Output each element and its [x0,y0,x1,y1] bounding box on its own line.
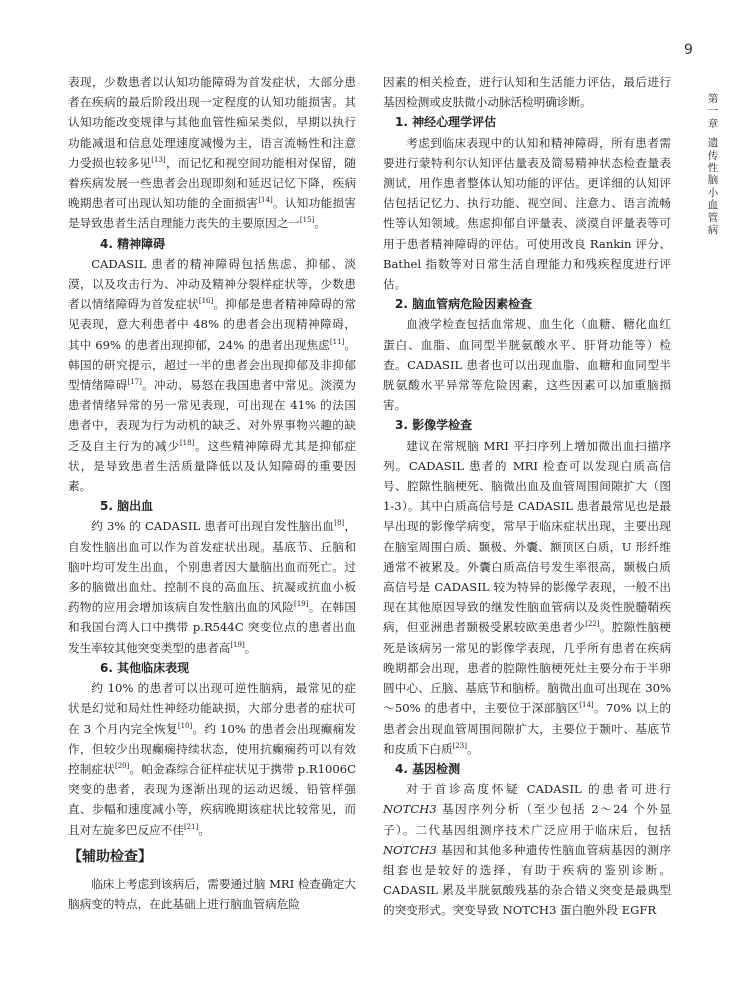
citation[interactable]: [10] [177,721,193,730]
paragraph-psychiatric: CADASIL 患者的精神障碍包括焦虑、抑郁、淡漠，以及攻击行为、冲动及精神分裂样症状等，少数患者以情绪障碍为首发症状[16]。抑郁是患者精神障碍的常见表现，意大利患者中 48% 的患者会出现精神障碍，其中 69% 的患者出现抑郁，24% 的患者出现焦虑[11]。韩国的研究提示，超过一半的患者会出现抑郁及非抑郁型情绪障碍[17]。冲动、易怒在我国患者中常见。淡漠为患者情绪异常的另一常见表现，可出现在 41% 的法国患者中，表现为行为动机的缺乏、对外界事物兴趣的缺乏及自主行为的减少[18]。这些精神障碍尤其是抑郁症状，是导致患者生活质量降低以及认知障碍的重要因素。 [68,256,356,494]
citation[interactable]: [18] [179,438,195,447]
paragraph-cognitive-impairment: 表现，少数患者以认知功能障碍为首发症状，大部分患者在疾病的最后阶段出现一定程度的认知功能损害。其认知功能改变规律与其他血管性痴呆类似，早期以执行功能减退和信息处理速度减慢为主，语言流畅性和注意力受损也较多见[13]，而记忆和视空间功能相对保留，随着疾病发展一些患者会出现即刻和延迟记忆下降，疾病晚期患者可出现认知功能的全面损害[14]。认知功能损害是导致患者生活自理能力丧失的主要原因之一[15]。 [68,75,356,231]
citation[interactable]: [8] [334,519,345,528]
sidebar-title-char: 脑 [707,174,719,187]
sidebar-chapter-char: 第 [707,93,719,105]
right-column [383,72,671,921]
paragraph-genetic-testing: 对于首诊高度怀疑 CADASIL 的患者可进行 NOTCH3 基因序列分析（至少包括 2～24 个外显子）。二代基因组测序技术广泛应用于临床后，包括 NOTCH3 基因和其他多种遗传性脑血管病基因的测序组套也是较好的选择，有助于疾病的鉴别诊断。CADASIL 累及半胱氨酸残基的杂合错义突变是最典型的突变形式。突变导致 NOTCH3 蛋白胞外段 EGFR [383,782,671,918]
citation[interactable]: [22] [585,620,600,629]
sidebar-title-char: 性 [707,162,719,175]
sidebar-title-char: 遗 [707,137,719,150]
heading-neuropsych: 1. 神经心理学评估 [395,115,497,130]
citation[interactable]: [13] [151,155,166,164]
gene-name: NOTCH3 [383,802,437,817]
citation[interactable]: [14] [258,196,273,205]
left-column [68,72,356,914]
citation[interactable]: [14] [579,701,594,710]
citation[interactable]: [15] [299,216,315,225]
sidebar-title-char: 小 [707,186,719,199]
sidebar-chapter-char: 章 [707,117,719,130]
heading-risk-factors: 2. 脑血管病危险因素检查 [395,297,533,312]
citation[interactable]: [21] [183,822,199,831]
paragraph-other-manifestations: 约 10% 的患者可以出现可逆性脑病，最常见的症状是幻觉和局灶性神经功能缺损，大部分患者的症状可在 3 个月内完全恢复[10]。约 10% 的患者会出现癫痫发作，但较少出现癫痫持续状态，使用抗癫痫药可以有效控制症状[20]。帕金森综合征样症状见于携带 p.R1006C 突变的患者，表现为逐渐出现的运动迟缓、铅管样强直、步幅和速度减小等，疾病晚期该症状比较常见，而且对左旋多巴反应不佳[21]。 [68,681,357,837]
sidebar-title-char: 血 [707,199,719,212]
citation[interactable]: [19] [294,600,309,609]
heading-other-manifestations: 6. 其他临床表现 [100,660,190,675]
paragraph-imaging: 建议在常规脑 MRI 平扫序列上增加微出血扫描序列。CADASIL 患者的 MRI 检查可以发现白质高信号、腔隙性脑梗死、脑微出血及血管周围间隙扩大（图 1-3）。其中白质高信号是 CADASIL 患者最常见也是最早出现的影像学病变，常早于临床症状出现，主要出现在脑室周围白质、颞极、外囊、额顶区白质，U 形纤维通常不被累及。外囊白质高信号发生率很高，颞极白质高信号是 CADASIL 较为特异的影像学表现，一般不出现在其他原因导致的继发性脑血管病以及炎性脱髓鞘疾病，但亚洲患者颞极受累较欧美患者少[22]。腔隙性脑梗死是该病另一常见的影像学表现，几乎所有患者在疾病晚期都会出现，患者的腔隙性脑梗死灶主要分布于半卵圆中心、丘脑、基底节和脑桥。脑微出血可出现在 30%～50% 的患者中，主要位于深部脑区[14]。70% 以上的患者会出现血管周围间隙扩大，主要位于颞叶、基底节和皮质下白质[23]。 [383,438,671,756]
paragraph-risk-factors: 血液学检查包括血常规、血生化（血糖、糖化血红蛋白、血脂、血同型半胱氨酸水平、肝肾功能等）检查。CADASIL 患者也可以出现血脂、血糖和血同型半胱氨酸水平异常等危险因素，这些因素可以加重脑损害。 [383,317,671,413]
chapter-sidebar [703,93,723,236]
heading-imaging: 3. 影像学检查 [395,418,473,433]
heading-psychiatric: 4. 精神障碍 [100,236,166,251]
citation[interactable]: [17] [127,378,142,387]
heading-genetic-testing: 4. 基因检测 [395,761,461,776]
sidebar-title-char: 病 [707,224,719,237]
sidebar-chapter-char: 一 [707,105,719,118]
paragraph-auxiliary-intro: 临床上考虑到该病后，需要通过脑 MRI 检查确定大脑病变的特点，在此基础上进行脑血管病危险 [68,876,356,911]
gene-name: NOTCH3 [383,842,437,857]
sidebar-title-char: 传 [707,149,719,162]
citation[interactable]: [23] [452,741,467,750]
citation[interactable]: [20] [114,762,130,771]
paragraph-neuropsych: 考虑到临床表现中的认知和精神障碍，所有患者需要进行蒙特利尔认知评估量表及简易精神状态检查量表测试，用作患者整体认知功能的评估。更详细的认知评估包括记忆力、执行功能、视空间、注意力、语言流畅性等认知领域。焦虑抑郁自评量表、淡漠自评量表等可用于患者精神障碍的评估。可使用改良 Rankin 评分、Bathel 指数等对日常生活自理能力和残疾程度进行评估。 [383,135,671,292]
citation[interactable]: [11] [329,337,345,346]
citation[interactable]: [16] [198,297,214,306]
sidebar-title-char: 管 [707,211,719,224]
citation[interactable]: [19] [230,640,245,649]
paragraph-hemorrhage: 约 3% 的 CADASIL 患者可出现自发性脑出血[8]，自发性脑出血可以作为首发症状出现。基底节、丘脑和脑叶均可发生出血，个别患者因大量脑出血而死亡。过多的脑微出血灶、控制不良的高血压、抗凝或抗血小板药物的应用会增加该病自发性脑出血的风险[19]。在韩国和我国台湾人口中携带 p.R544C 突变位点的患者出血发生率较其他突变类型的患者高[19]。 [68,519,356,655]
section-heading-auxiliary-exam: 【辅助检查】 [68,848,152,865]
page-number: 9 [684,42,693,58]
paragraph-continuation: 因素的相关检查，进行认知和生活能力评估，最后进行基因检测或皮肤微小动脉活检明确诊断。 [383,75,671,110]
heading-hemorrhage: 5. 脑出血 [100,499,154,514]
